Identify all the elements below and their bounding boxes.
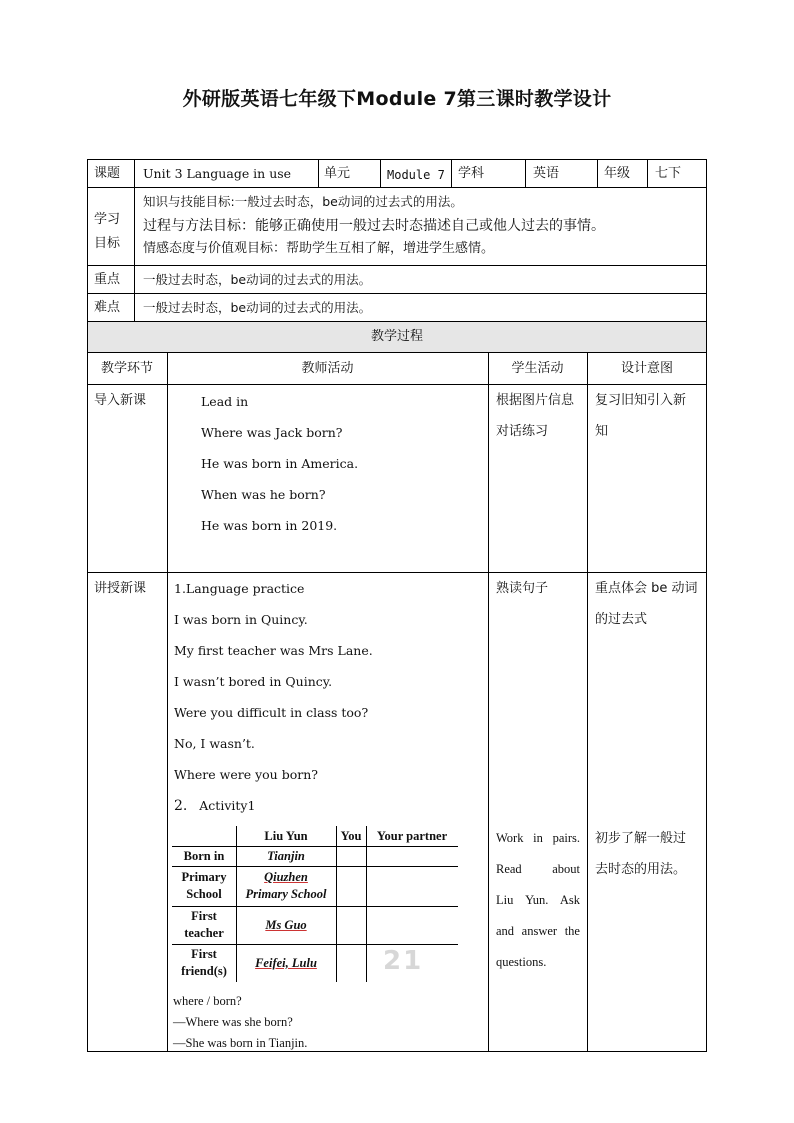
activity-row-liuyun: Feifei, Lulu bbox=[255, 956, 317, 970]
activity-row-label bbox=[172, 908, 236, 942]
section2-line: No, I wasn’t. bbox=[174, 736, 255, 751]
unit-label: 单元 bbox=[324, 166, 351, 181]
process-heading: 教学过程 bbox=[370, 329, 423, 344]
activity-header-partner: Your partner bbox=[376, 829, 448, 843]
intent-bottom-line: 去时态的用法。 bbox=[595, 862, 687, 877]
activity-heading bbox=[174, 790, 373, 821]
section2-intent-bottom bbox=[595, 823, 686, 885]
activity-row-liuyun-line: Qiuzhen bbox=[264, 870, 308, 884]
section1-intent-line: 知 bbox=[595, 424, 609, 439]
section2-student-bottom bbox=[496, 823, 580, 978]
goals-label bbox=[94, 208, 120, 256]
section1-line: When was he born? bbox=[201, 487, 326, 502]
activity-row-label-line: First bbox=[191, 947, 217, 961]
section1-student-line: 对话练习 bbox=[496, 424, 549, 439]
activity-row-label: Born in bbox=[183, 849, 225, 863]
activity-row-label bbox=[172, 869, 236, 903]
goals-label-line1: 学习 bbox=[94, 212, 121, 227]
section2-line: 1.Language practice bbox=[174, 581, 305, 596]
trailing-line: —She was born in Tianjin. bbox=[173, 1036, 308, 1050]
activity-row-liuyun bbox=[236, 869, 336, 903]
student-bottom-line: Liu Yun. Ask bbox=[496, 893, 580, 907]
section1-intent bbox=[595, 385, 686, 447]
section2-intent-top bbox=[595, 573, 698, 635]
intent-bottom-line: 初步了解一般过 bbox=[595, 831, 687, 846]
watermark-text: 21 bbox=[383, 946, 424, 976]
subject-label: 学科 bbox=[458, 166, 485, 181]
student-bottom-line: Read about bbox=[496, 862, 580, 876]
goals-label-line2: 目标 bbox=[94, 236, 121, 251]
section2-stage: 讲授新课 bbox=[94, 581, 147, 596]
activity-row-liuyun-line: Primary School bbox=[245, 887, 327, 901]
student-bottom-line: Work in pairs. bbox=[496, 831, 580, 845]
activity-row-label-line: teacher bbox=[184, 926, 224, 940]
activity-row-label-line: School bbox=[186, 887, 222, 901]
col-teacher: 教师活动 bbox=[301, 361, 354, 376]
section1-line: Lead in bbox=[201, 394, 249, 409]
section2-line: I wasn’t bored in Quincy. bbox=[174, 674, 333, 689]
activity-row-label-line: Primary bbox=[181, 870, 227, 884]
difficulty-value: 一般过去时态，be动词的过去式的用法。 bbox=[143, 300, 372, 315]
section1-line: He was born in America. bbox=[201, 456, 359, 471]
activity-row-label-line: First bbox=[191, 909, 217, 923]
section2-line: Where were you born? bbox=[174, 767, 318, 782]
section1-stage: 导入新课 bbox=[94, 393, 147, 408]
col-intent: 设计意图 bbox=[620, 361, 673, 376]
section2-intent-top-line: 重点体会 be 动词 bbox=[595, 581, 698, 596]
goals-list bbox=[143, 192, 703, 260]
watermark-logo bbox=[383, 946, 423, 976]
student-bottom-line: and answer the bbox=[496, 924, 580, 938]
goal-knowledge: 知识与技能目标:一般过去时态，be动词的过去式的用法。 bbox=[143, 194, 463, 209]
activity-row-liuyun: Ms Guo bbox=[265, 918, 307, 932]
trailing-line: where / born? bbox=[173, 994, 242, 1008]
activity-row-liuyun: Tianjin bbox=[267, 849, 305, 863]
activity-header-you: You bbox=[340, 829, 362, 843]
section2-student-top: 熟读句子 bbox=[496, 581, 549, 596]
section2-line: Were you difficult in class too? bbox=[174, 705, 369, 720]
grade-label: 年级 bbox=[604, 166, 631, 181]
activity-header-liuyun: Liu Yun bbox=[264, 829, 308, 843]
key-point-value: 一般过去时态，be动词的过去式的用法。 bbox=[143, 272, 372, 287]
topic-label: 课题 bbox=[94, 166, 121, 181]
section1-intent-line: 复习旧知引入新 bbox=[595, 393, 687, 408]
section2-intent-top-line: 的过去式 bbox=[595, 612, 648, 627]
goal-process: 过程与方法目标：能够正确使用一般过去时态描述自己或他人过去的事情。 bbox=[143, 218, 605, 234]
section1-line: Where was Jack born? bbox=[201, 425, 343, 440]
section1-student-line: 根据图片信息 bbox=[496, 393, 575, 408]
grade-value: 七下 bbox=[655, 166, 682, 181]
activity-number: 2. bbox=[174, 798, 188, 814]
section1-line: He was born in 2019. bbox=[201, 518, 338, 533]
difficulty-label: 难点 bbox=[94, 300, 121, 315]
col-student: 学生活动 bbox=[511, 361, 564, 376]
section1-teacher bbox=[201, 386, 358, 541]
activity-row-label-line: friend(s) bbox=[181, 964, 227, 978]
section2-line: I was born in Quincy. bbox=[174, 612, 308, 627]
goal-emotion: 情感态度与价值观目标：帮助学生互相了解，增进学生感情。 bbox=[143, 241, 495, 256]
section1-student bbox=[496, 385, 574, 447]
section2-line: My first teacher was Mrs Lane. bbox=[174, 643, 373, 658]
trailing-line: —Where was she born? bbox=[173, 1015, 293, 1029]
page-title: 外研版英语七年级下Module 7第三课时教学设计 bbox=[182, 88, 612, 110]
subject-value: 英语 bbox=[533, 166, 560, 181]
student-bottom-line: questions. bbox=[496, 955, 547, 969]
unit-value: Module 7 bbox=[387, 168, 445, 182]
activity-row-label bbox=[172, 946, 236, 980]
section2-teacher bbox=[174, 573, 373, 821]
key-point-label: 重点 bbox=[94, 272, 121, 287]
col-stage: 教学环节 bbox=[100, 361, 153, 376]
topic-value: Unit 3 Language in use bbox=[143, 166, 292, 181]
activity-label: Activity1 bbox=[199, 798, 256, 813]
section2-trailing bbox=[173, 991, 307, 1054]
